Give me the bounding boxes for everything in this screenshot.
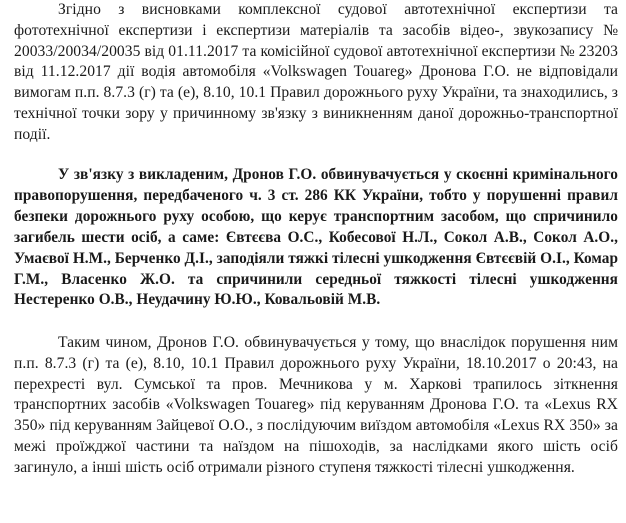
paragraph-expert-conclusions: Згідно з висновками комплексної судової автотехнічної експертизи та фототехнічної експертизи і експертизи матеріалів та засобів відео-, звукозапису № 20033/20034/20035 від 01.11.2017 та комісійної судової автотехнічної експертизи № 23203 від 11.12.2017 дії водія автомобіля «Volkswagen Touareg» Дронова Г.О. не відповідали вимогам п.п. 8.7.3 (г) та (е), 8.10, 10.1 Правил дорожнього руху України, та знаходились, з технічної точки зору у причинному зв'язку з виникненням даної дорожньо-транспортної події. [14, 1, 618, 143]
paragraph-incident-summary: Таким чином, Дронов Г.О. обвинувачується у тому, що внаслідок порушення ним п.п. 8.7.3 (г) та (е), 8.10, 10.1 Правил дорожнього руху України, 18.10.2017 о 20:43, на перехресті вул. Сумської та пров. Мечникова у м. Харкові трапилось зіткнення транспортних засобів «Volkswagen Touareg» під керуванням Дронова Г.О. та «Lexus RX 350» під керуванням Зайцевої О.О., з послідуючим виїздом автомобіля «Lexus RX 350» за межі проїжджої частини та наїздом на пішоходів, за наслідками якого шість осіб загинуло, а інші шість осіб отримали різного ступеня тяжкості тілесні ушкодження. [14, 334, 618, 476]
paragraph-charge: У зв'язку з викладеним, Дронов Г.О. обвинувачується у скоєнні кримінального правопорушення, передбаченого ч. 3 ст. 286 КК України, тобто у порушенні правил безпеки дорожнього руху особою, що керує транспортним засобом, що спричинило загибель шести осіб, а саме: Євтєєва О.С., Кобесової Н.Л., Сокол А.В., Сокол А.О., Умаєвої Н.М., Берченко Д.І., заподіяли тяжкі тілесні ушкодження Євтєєвій О.І., Комар Г.М., Власенко Ж.О. та спричинили середньої тяжкості тілесні ушкодження Нестеренко О.В., Неудачину Ю.Ю., Ковальовій М.В. [14, 166, 619, 309]
